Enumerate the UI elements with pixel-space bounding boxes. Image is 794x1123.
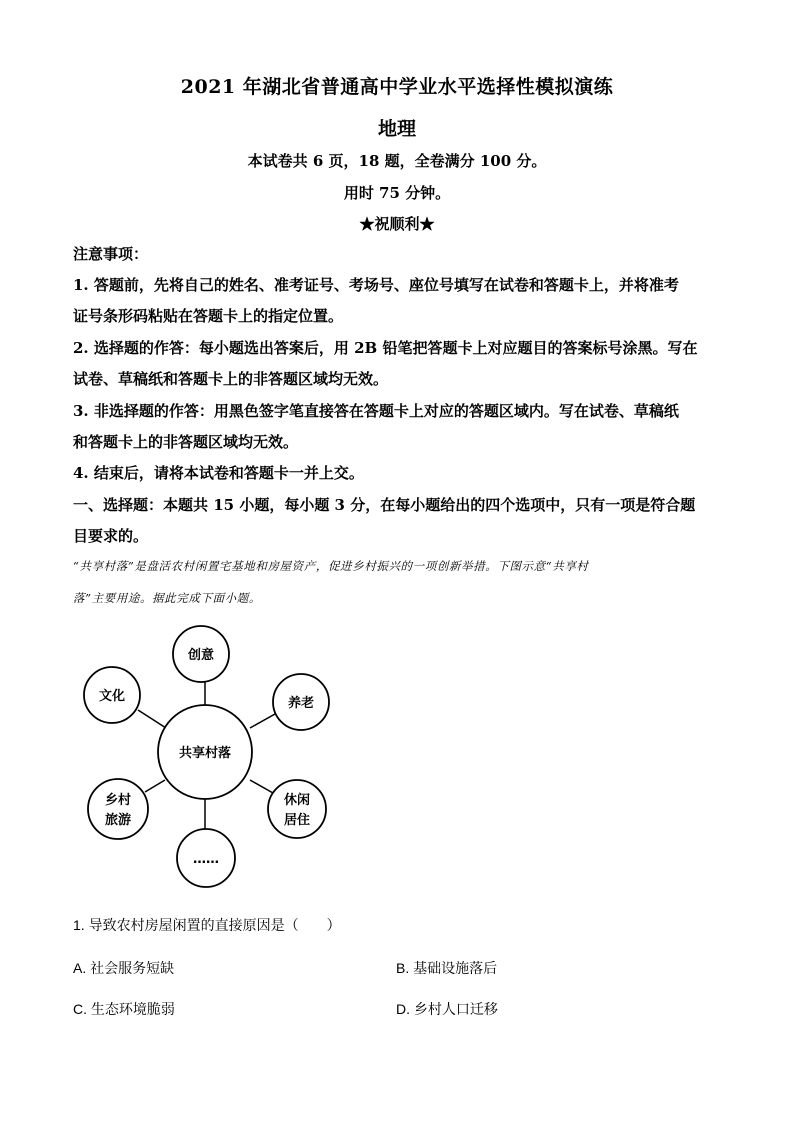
notes-heading: 注意事项： — [73, 245, 149, 263]
question-1-option-b: B. 基础设施落后 — [396, 960, 498, 976]
question-1-stem: 1. 导致农村房屋闲置的直接原因是（ ） — [73, 917, 341, 933]
node-left-bottom-label-1: 乡村 — [104, 793, 132, 808]
note-item-3-line-1: 3. 非选择题的作答：用黑色签字笔直接答在答题卡上对应的答题区域内。写在试卷、草稿纸 — [73, 402, 679, 420]
connector-left-bottom — [145, 780, 165, 792]
note-item-1-line-1: 1. 答题前，先将自己的姓名、准考证号、考场号、座位号填写在试卷和答题卡上，并将准考 — [73, 276, 679, 294]
connector-left-top — [138, 710, 166, 728]
note-item-4: 4. 结束后，请将本试卷和答题卡一并上交。 — [73, 464, 364, 482]
center-node-label: 共享村落 — [178, 746, 232, 761]
node-right-top-label: 养老 — [287, 696, 315, 711]
exam-info-pages: 本试卷共 6 页，18 题，全卷满分 100 分。 — [247, 152, 547, 170]
node-top-label: 创意 — [187, 648, 215, 663]
connector-right-bottom — [250, 780, 273, 793]
connector-right-top — [250, 714, 275, 728]
exam-subject: 地理 — [377, 118, 416, 140]
exam-info-time: 用时 75 分钟。 — [343, 184, 451, 202]
question-1-option-c: C. 生态环境脆弱 — [73, 1001, 175, 1017]
node-left-bottom — [88, 779, 148, 839]
passage-line-2: 落”主要用途。据此完成下面小题。 — [73, 591, 261, 605]
node-right-bottom-label-1: 休闲 — [283, 793, 311, 808]
exam-title: 2021 年湖北省普通高中学业水平选择性模拟演练 — [180, 76, 614, 98]
note-item-2-line-2: 试卷、草稿纸和答题卡上的非答题区域均无效。 — [73, 370, 389, 388]
note-item-1-line-2: 证号条形码粘贴在答题卡上的指定位置。 — [73, 307, 344, 325]
node-right-bottom — [268, 780, 326, 838]
exam-blessing: ★祝顺利★ — [359, 215, 435, 233]
node-left-bottom-label-2: 旅游 — [104, 813, 132, 828]
question-1-option-d: D. 乡村人口迁移 — [396, 1001, 498, 1017]
node-right-bottom-label-2: 居住 — [283, 813, 311, 828]
node-left-top-label: 文化 — [98, 689, 126, 704]
note-item-3-line-2: 和答题卡上的非答题区域均无效。 — [73, 433, 299, 451]
note-item-2-line-1: 2. 选择题的作答：每小题选出答案后，用 2B 铅笔把答题卡上对应题目的答案标号涂黑。写在 — [73, 339, 698, 357]
question-1-option-a: A. 社会服务短缺 — [73, 960, 175, 976]
section-heading-line-2: 目要求的。 — [73, 527, 149, 545]
shared-village-diagram — [60, 610, 360, 900]
node-bottom-label: …… — [193, 852, 219, 867]
passage-line-1: “共享村落”是盘活农村闲置宅基地和房屋资产，促进乡村振兴的一项创新举措。下图示意“共享村 — [73, 559, 589, 573]
section-heading-line-1: 一、选择题：本题共 15 小题，每小题 3 分，在每小题给出的四个选项中，只有一项是符合题 — [73, 496, 696, 514]
